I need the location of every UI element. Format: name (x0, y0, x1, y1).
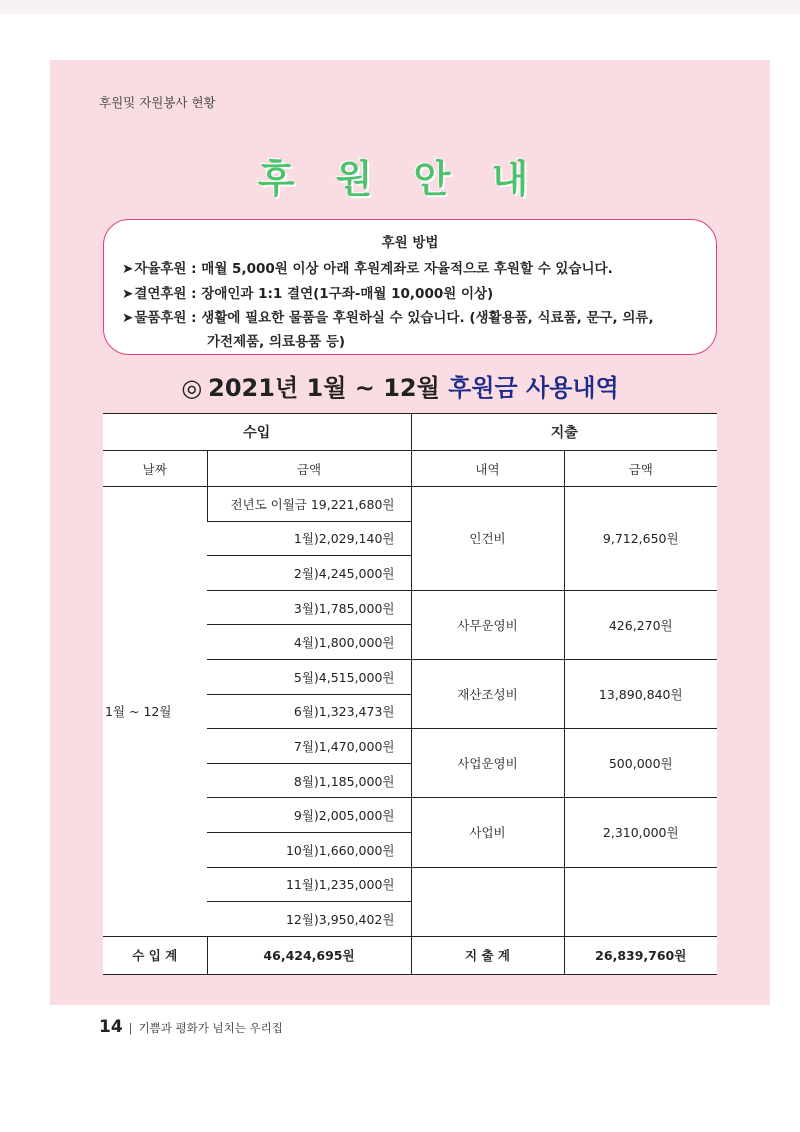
income-cell: 10월)1,660,000원 (207, 832, 411, 867)
method-text: 자율후원 : 매월 5,000원 이상 아래 후원계좌로 자율적으로 후원할 수 있습니다. (134, 261, 613, 277)
expense-item-cell: 사업비 (411, 798, 564, 867)
expense-amount-cell: 2,310,000원 (564, 798, 717, 867)
donation-method-box (103, 219, 717, 355)
expense-empty-cell (411, 867, 564, 936)
income-cell: 2월)4,245,000원 (207, 556, 411, 591)
expense-item-cell: 인건비 (411, 487, 564, 591)
expense-item-cell: 재산조성비 (411, 659, 564, 728)
income-cell: 전년도 이월금 19,221,680원 (207, 487, 411, 522)
method-line-sponsorship (122, 282, 493, 302)
income-cell: 1월)2,029,140원 (207, 521, 411, 556)
income-header: 수입 (103, 414, 411, 451)
income-cell: 8월)1,185,000원 (207, 763, 411, 798)
expense-amount-cell: 426,270원 (564, 590, 717, 659)
bullseye-icon: ◎ (181, 374, 203, 402)
publication-title: 기쁨과 평화가 넘치는 우리집 (138, 1021, 283, 1035)
income-cell: 6월)1,323,473원 (207, 694, 411, 729)
main-title: 후 원 안 내 (257, 157, 543, 201)
arrow-right-icon: ➤ (122, 261, 134, 277)
income-total-label: 수 입 계 (103, 936, 207, 974)
expense-empty-cell (564, 867, 717, 936)
table-row (103, 487, 717, 522)
donation-method-heading: 후원 방법 (381, 235, 439, 251)
income-total-value: 46,424,695원 (207, 936, 411, 974)
expense-total-value: 26,839,760원 (564, 936, 717, 974)
col-date-header: 날짜 (103, 451, 207, 487)
arrow-right-icon: ➤ (122, 310, 134, 326)
footer-separator: | (128, 1021, 133, 1035)
expense-amount-cell: 13,890,840원 (564, 659, 717, 728)
income-cell: 9월)2,005,000원 (207, 798, 411, 833)
page-footer (99, 1017, 283, 1037)
method-text: 결연후원 : 장애인과 1:1 결연(1구좌-매월 10,000원 이상) (134, 286, 494, 302)
section-label: 후원및 자원봉사 현황 (99, 95, 216, 110)
expense-item-cell: 사무운영비 (411, 590, 564, 659)
usage-title-accent: 후원금 사용내역 (448, 374, 619, 402)
income-cell: 3월)1,785,000원 (207, 590, 411, 625)
income-cell: 5월)4,515,000원 (207, 659, 411, 694)
expense-header: 지출 (411, 414, 717, 451)
col-expense-amount-header: 금액 (564, 451, 717, 487)
table-total-row (103, 936, 717, 974)
page-number: 14 (99, 1017, 123, 1037)
usage-title (0, 368, 800, 403)
expense-amount-cell: 500,000원 (564, 729, 717, 798)
income-cell: 11월)1,235,000원 (207, 867, 411, 902)
method-line-goods-cont: 가전제품, 의료용품 등) (207, 334, 346, 350)
col-item-header: 내역 (411, 451, 564, 487)
date-range-cell: 1월 ~ 12월 (103, 487, 207, 937)
income-cell: 12월)3,950,402원 (207, 902, 411, 937)
top-band (0, 0, 800, 14)
col-income-amount-header: 금액 (207, 451, 411, 487)
method-text: 물품후원 : 생활에 필요한 물품을 후원하실 수 있습니다. (생활용품, 식료품, 문구, 의류, (134, 310, 654, 326)
expense-item-cell: 사업운영비 (411, 729, 564, 798)
table-subheader-row (103, 451, 717, 487)
arrow-right-icon: ➤ (122, 286, 134, 302)
income-cell: 4월)1,800,000원 (207, 625, 411, 660)
usage-title-period: 2021년 1월 ~ 12월 (208, 374, 440, 402)
donation-ledger-table (103, 413, 717, 975)
expense-amount-cell: 9,712,650원 (564, 487, 717, 591)
income-cell: 7월)1,470,000원 (207, 729, 411, 764)
expense-total-label: 지 출 계 (411, 936, 564, 974)
table-header-row (103, 414, 717, 451)
method-line-goods (122, 306, 654, 326)
method-line-voluntary (122, 257, 613, 277)
